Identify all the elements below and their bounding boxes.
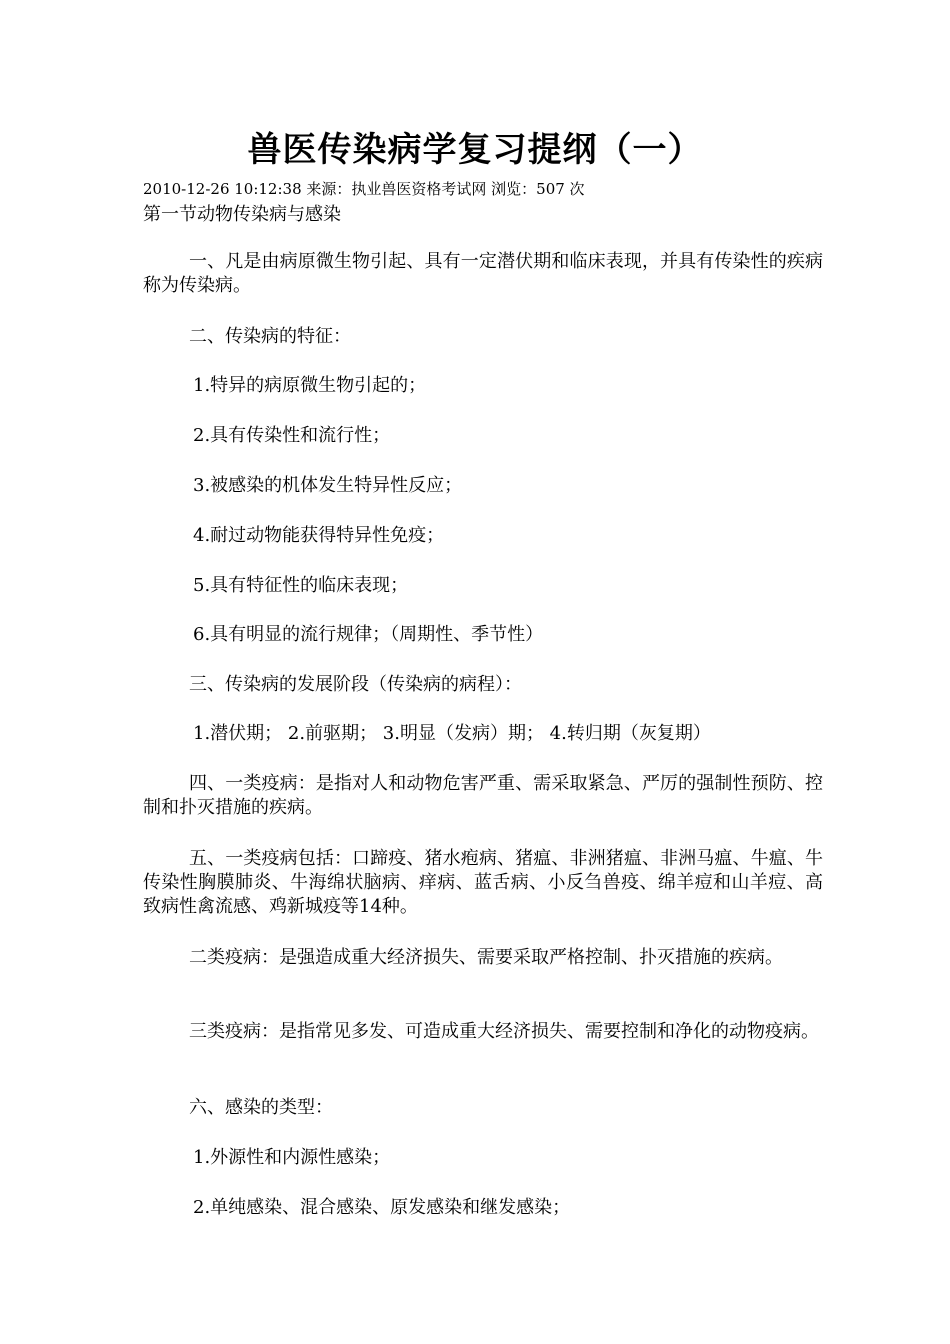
paragraph-definition: 一、凡是由病原微生物引起、具有一定潜伏期和临床表现，并具有传染性的疾病称为传染病。 [143, 251, 823, 296]
stages-list: 1.潜伏期； 2.前驱期； 3.明显（发病）期； 4.转归期（灰复期） [193, 723, 711, 744]
paragraph-class-two: 二类疫病：是强造成重大经济损失、需要采取严格控制、扑灭措施的疾病。 [189, 947, 783, 968]
document-title: 兽医传染病学复习提纲（一） [247, 130, 703, 170]
infection-type-item: 1.外源性和内源性感染； [193, 1147, 391, 1168]
paragraph-class-one: 四、一类疫病：是指对人和动物危害严重、需采取紧急、严厉的强制性预防、控制和扑灭措施的疾病。 [143, 773, 823, 818]
feature-item: 3.被感染的机体发生特异性反应； [193, 475, 463, 496]
heading-features: 二、传染病的特征： [189, 326, 351, 347]
article-meta: 2010-12-26 10:12:38 来源：执业兽医资格考试网 浏览：507 次 [143, 180, 585, 198]
feature-item: 2.具有传染性和流行性； [193, 425, 391, 446]
infection-type-item: 2.单纯感染、混合感染、原发感染和继发感染； [193, 1197, 571, 1218]
heading-stages: 三、传染病的发展阶段（传染病的病程）： [189, 674, 522, 695]
heading-infection-types: 六、感染的类型： [189, 1097, 333, 1118]
paragraph-class-one-list: 五、一类疫病包括：口蹄疫、猪水疱病、猪瘟、非洲猪瘟、非洲马瘟、牛瘟、牛传染性胸膜肺炎、牛海绵状脑病、痒病、蓝舌病、小反刍兽疫、绵羊痘和山羊痘、高致病性禽流感、鸡新城疫等14种。 [143, 848, 823, 917]
paragraph-class-three: 三类疫病：是指常见多发、可造成重大经济损失、需要控制和净化的动物疫病。 [189, 1021, 819, 1042]
feature-item: 6.具有明显的流行规律；（周期性、季节性） [193, 624, 544, 645]
section-title: 第一节动物传染病与感染 [143, 204, 341, 225]
feature-item: 1.特异的病原微生物引起的； [193, 375, 427, 396]
feature-item: 4.耐过动物能获得特异性免疫； [193, 525, 445, 546]
feature-item: 5.具有特征性的临床表现； [193, 575, 409, 596]
